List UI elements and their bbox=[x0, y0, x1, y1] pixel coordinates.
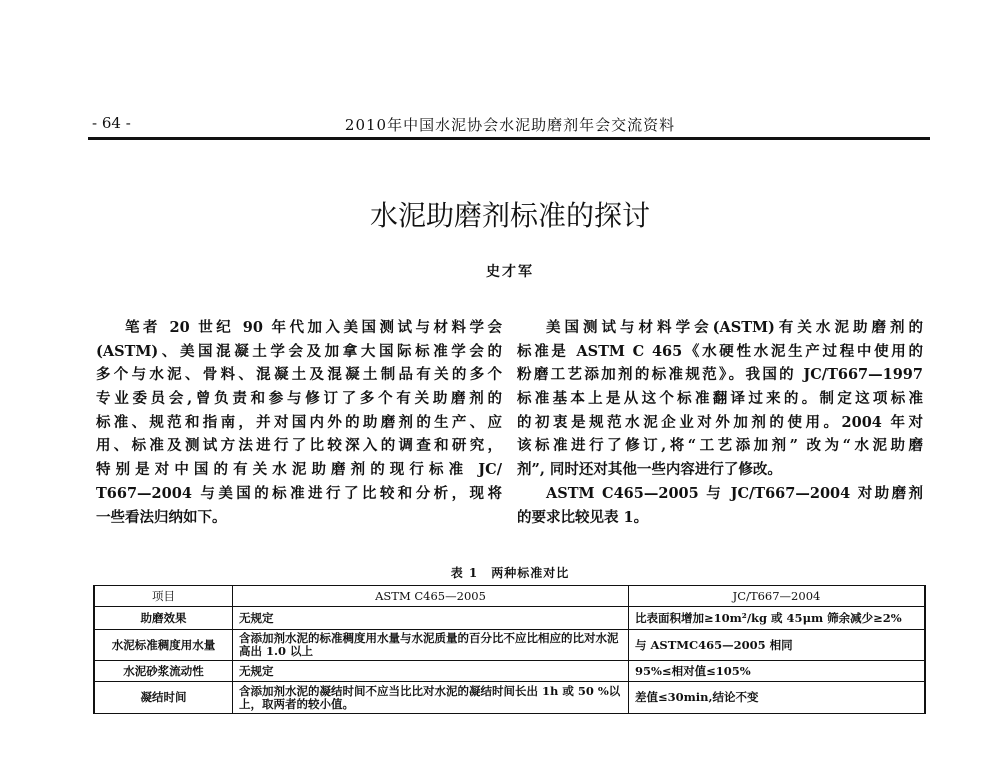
text-line: 该标准进行了修订,将“工艺添加剂” 改为“水泥助磨 bbox=[517, 437, 923, 455]
header-cell: JC/T667—2004 bbox=[629, 586, 926, 607]
text-line: 专业委员会,曾负责和参与修订了多个有关助磨剂的 bbox=[96, 390, 502, 408]
text-line: 剂”, 同时还对其他一些内容进行了修改。 bbox=[517, 461, 782, 479]
table-cell: 水泥砂浆流动性 bbox=[94, 661, 233, 682]
table-row bbox=[94, 682, 925, 714]
text-line: 一些看法归纳如下。 bbox=[96, 508, 227, 526]
text-line: 特别是对中国的有关水泥助磨剂的现行标准 JC/ bbox=[96, 461, 502, 479]
running-head: 2010年中国水泥协会水泥助磨剂年会交流资料 bbox=[344, 116, 676, 134]
text-line: 多个与水泥、骨料、混凝土及混凝土制品有关的多个 bbox=[96, 366, 502, 384]
article-title: 水泥助磨剂标准的探讨 bbox=[369, 199, 650, 232]
header-cell: ASTM C465—2005 bbox=[233, 586, 629, 607]
table-row bbox=[94, 661, 925, 682]
page-number: - 64 - bbox=[92, 114, 131, 132]
text-line: 标准基本上是从这个标准翻译过来的。制定这项标准 bbox=[517, 390, 923, 408]
table-cell: 助磨效果 bbox=[94, 607, 233, 630]
table-cell: 凝结时间 bbox=[94, 682, 233, 714]
comparison-table bbox=[93, 585, 926, 714]
table-cell: 差值≤30min,结论不变 bbox=[629, 682, 926, 714]
text-line: 笔者 20 世纪 90 年代加入美国测试与材料学会 bbox=[125, 319, 502, 336]
left-column bbox=[96, 316, 502, 529]
table-cell: 含添加剂水泥的凝结时间不应当比比对水泥的凝结时间长出 1h 或 50 %以上，取两者的较小值。 bbox=[233, 682, 629, 714]
text-line: T667—2004 与美国的标准进行了比较和分析，现将 bbox=[96, 484, 502, 502]
text-line: 的要求比较见表 1。 bbox=[517, 508, 649, 526]
text-line: 的初衷是规范水泥企业对外加剂的使用。2004 年对 bbox=[517, 413, 923, 431]
table-row bbox=[94, 630, 925, 661]
table-cell: 与 ASTMC465—2005 相同 bbox=[629, 630, 926, 661]
table-cell: 95%≤相对值≤105% bbox=[629, 661, 926, 682]
table-cell: 无规定 bbox=[233, 661, 629, 682]
header-cell: 项目 bbox=[94, 586, 233, 607]
table-caption: 表 1 两种标准对比 bbox=[450, 566, 570, 580]
text-line: 标准是 ASTM C 465《水硬性水泥生产过程中使用的 bbox=[517, 342, 923, 360]
text-line: (ASTM)、美国混凝土学会及加拿大国际标准学会的 bbox=[96, 342, 502, 360]
table-cell: 无规定 bbox=[233, 607, 629, 630]
text-line: 美国测试与材料学会(ASTM)有关水泥助磨剂的 bbox=[546, 319, 923, 336]
right-column bbox=[517, 316, 923, 529]
table-cell: 比表面积增加≥10m²/kg 或 45μm 筛余减少≥2% bbox=[629, 607, 926, 630]
article-author: 史才军 bbox=[486, 264, 534, 280]
text-line: 用、标准及测试方法进行了比较深入的调查和研究， bbox=[96, 437, 502, 455]
table-header-row bbox=[94, 586, 925, 607]
table-cell: 含添加剂水泥的标准稠度用水量与水泥质量的百分比不应比相应的比对水泥高出 1.0 以上 bbox=[233, 630, 629, 661]
text-line: ASTM C465—2005 与 JC/T667—2004 对助磨剂 bbox=[546, 484, 923, 502]
table-row bbox=[94, 607, 925, 630]
text-line: 标准、规范和指南，并对国内外的助磨剂的生产、应 bbox=[96, 413, 502, 431]
header-rule bbox=[88, 137, 930, 140]
text-line: 粉磨工艺添加剂的标准规范》。我国的 JC/T667—1997 bbox=[517, 366, 923, 384]
table-cell: 水泥标准稠度用水量 bbox=[94, 630, 233, 661]
